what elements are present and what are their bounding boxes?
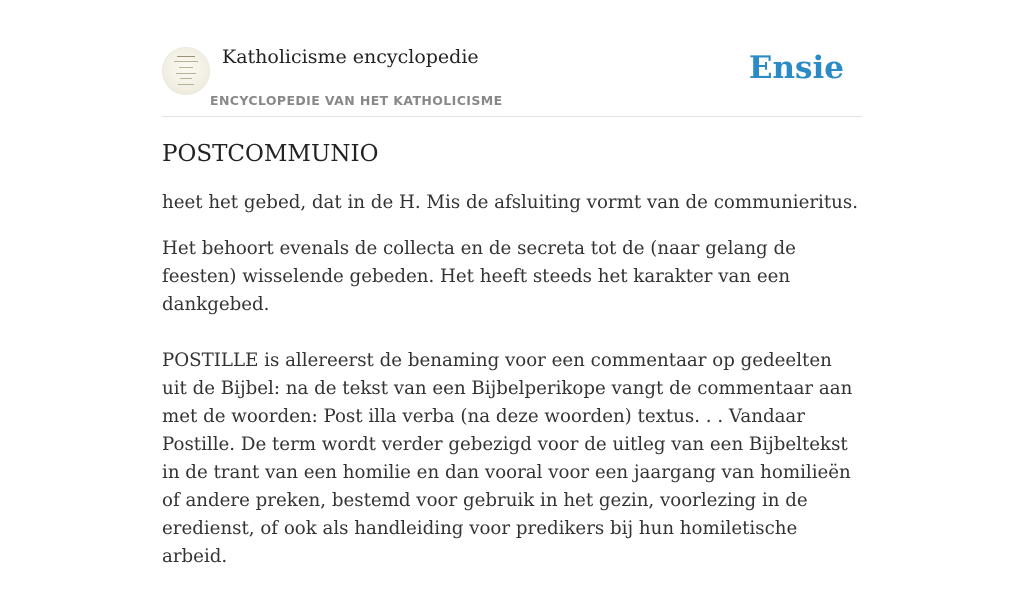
brand-logo-link[interactable]: Ensie — [748, 50, 844, 86]
site-title[interactable]: Katholicisme encyclopedie — [222, 46, 479, 68]
site-subtitle: ENCYCLOPEDIE VAN HET KATHOLICISME — [210, 93, 503, 108]
site-header — [162, 40, 862, 117]
article — [162, 138, 862, 589]
book-cover-icon[interactable] — [162, 47, 210, 95]
article-paragraph: POSTILLE is allereerst de benaming voor een commentaar op gedeelten uit de Bijbel: na de tekst van een Bijbelperikope vangt de commentaar aan met de woorden: Post illa verba (na deze woorden) textus. . . Vandaar Postille. De term wordt verder gebezigd voor de uitleg van een Bijbeltekst in de trant van een homilie en dan vooral voor een jaargang van homilieën of andere preken, bestemd voor gebruik in het gezin, voorlezing in de eredienst, of ook als handleiding voor predikers bij hun homiletische arbeid. — [162, 350, 853, 567]
article-title: POSTCOMMUNIO — [162, 141, 379, 167]
article-paragraph: Het behoort evenals de collecta en de secreta tot de (naar gelang de feesten) wisselende gebeden. Het heeft steeds het karakter van een dankgebed. — [162, 238, 796, 315]
article-paragraph: heet het gebed, dat in de H. Mis de afsluiting vormt van de communieritus. — [162, 192, 859, 213]
